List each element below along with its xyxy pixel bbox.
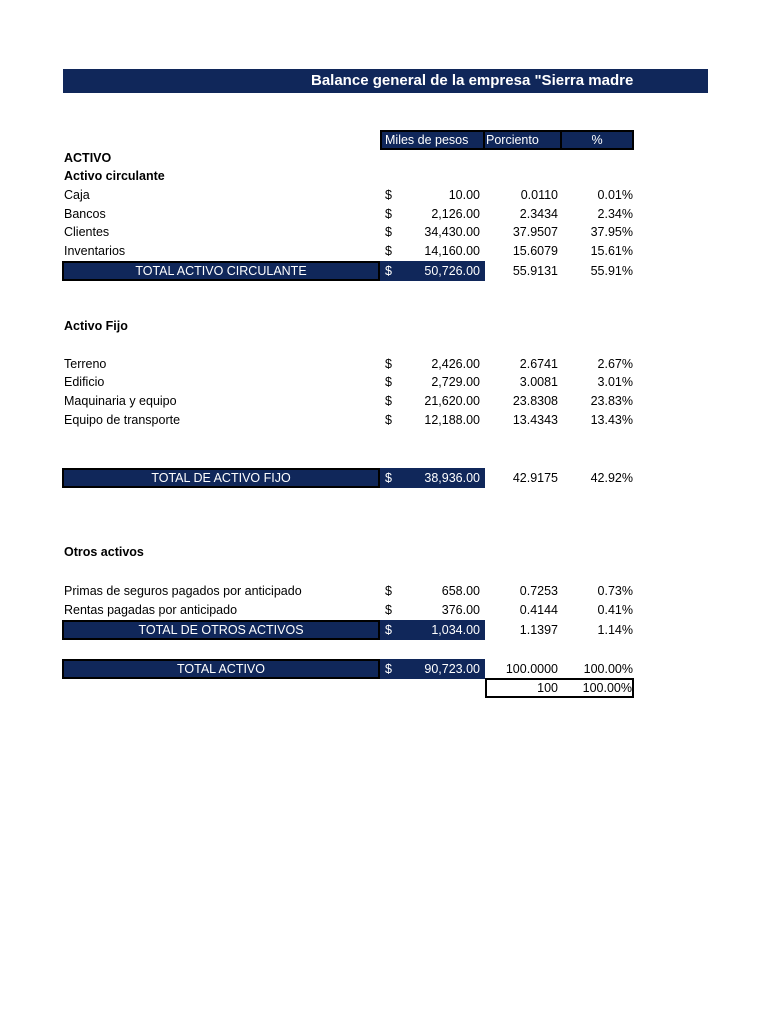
row-amount: 21,620.00 [424,394,480,408]
row-label: Caja [64,188,90,202]
row-label: Terreno [64,357,107,371]
section-otros-activos: Otros activos [64,545,144,559]
currency-symbol: $ [385,188,392,202]
row-pct: 3.01% [597,375,633,389]
header-porciento [485,130,560,150]
currency-symbol: $ [385,584,392,598]
currency-symbol: $ [385,375,392,389]
row-porciento: 37.9507 [512,225,558,239]
header-pct [560,130,634,150]
currency-symbol: $ [385,244,392,258]
currency-symbol: $ [385,357,392,371]
currency-symbol: $ [385,413,392,427]
currency-symbol: $ [385,623,392,637]
currency-symbol: $ [385,662,392,676]
total-activo-label: TOTAL ACTIVO [62,659,380,679]
check-porciento: 100 [537,681,558,695]
row-label: Edificio [64,375,105,389]
total-amount-value: 90,723.00 [424,662,480,676]
total-circulante-porciento: 55.9131 [512,264,558,278]
row-pct: 0.01% [597,188,633,202]
table-row [0,355,768,374]
currency-symbol: $ [385,603,392,617]
row-porciento: 2.3434 [519,207,558,221]
section-activo-fijo: Activo Fijo [64,319,128,333]
total-amount-value: 38,936.00 [424,471,480,485]
total-activo-circulante-amount [380,261,485,281]
total-otros-porciento: 1.1397 [519,623,558,637]
table-row [0,373,768,392]
table-row [0,582,768,601]
row-label: Primas de seguros pagados por anticipado [64,584,302,598]
header-pct-label: % [591,133,603,147]
row-pct: 15.61% [590,244,633,258]
total-fijo-porciento: 42.9175 [512,471,558,485]
total-circulante-pct: 55.91% [590,264,633,278]
row-porciento: 3.0081 [519,375,558,389]
total-amount-value: 50,726.00 [424,264,480,278]
row-pct: 0.41% [597,603,633,617]
table-row [0,411,768,430]
currency-symbol: $ [385,394,392,408]
currency-symbol: $ [385,471,392,485]
row-amount: 34,430.00 [424,225,480,239]
table-row [0,223,768,242]
row-pct: 0.73% [597,584,633,598]
row-amount: 658.00 [441,584,480,598]
row-label: Equipo de transporte [64,413,181,427]
row-amount: 10.00 [448,188,480,202]
check-pct: 100.00% [582,681,632,695]
total-activo-fijo-label: TOTAL DE ACTIVO FIJO [62,468,380,488]
table-row [0,392,768,411]
row-amount: 376.00 [441,603,480,617]
row-label: Maquinaria y equipo [64,394,177,408]
header-porciento-label: Porciento [486,133,539,147]
header-amount [380,130,485,150]
row-amount: 14,160.00 [424,244,480,258]
row-porciento: 13.4343 [512,413,558,427]
total-otros-pct: 1.14% [597,623,633,637]
row-pct: 23.83% [590,394,633,408]
total-otros-activos-label: TOTAL DE OTROS ACTIVOS [62,620,380,640]
total-activo-circulante-label: TOTAL ACTIVO CIRCULANTE [62,261,380,281]
row-porciento: 23.8308 [512,394,558,408]
row-porciento: 0.7253 [519,584,558,598]
total-fijo-pct: 42.92% [590,471,633,485]
row-amount: 2,426.00 [431,357,480,371]
row-amount: 2,729.00 [431,375,480,389]
row-label: Rentas pagadas por anticipado [64,603,238,617]
total-activo-fijo-amount [380,468,485,488]
row-pct: 2.34% [597,207,633,221]
table-row [0,242,768,261]
row-amount: 2,126.00 [431,207,480,221]
sheet-title: Balance general de la empresa "Sierra madre [311,72,634,89]
header-amount-label: Miles de pesos [385,133,469,147]
table-row [0,205,768,224]
title-bar [63,69,708,93]
total-otros-activos-amount [380,620,485,640]
table-row [0,601,768,620]
row-porciento: 15.6079 [512,244,558,258]
row-label: Inventarios [64,244,126,258]
row-label: Bancos [64,207,106,221]
row-pct: 2.67% [597,357,633,371]
row-pct: 13.43% [590,413,633,427]
row-porciento: 2.6741 [519,357,558,371]
row-porciento: 0.0110 [520,188,558,202]
total-activo-amount [380,659,485,679]
row-amount: 12,188.00 [424,413,480,427]
currency-symbol: $ [385,207,392,221]
total-activo-pct: 100.00% [583,662,633,676]
total-amount-value: 1,034.00 [431,623,480,637]
row-pct: 37.95% [590,225,633,239]
row-porciento: 0.4144 [519,603,558,617]
section-activo: ACTIVO [64,151,112,165]
total-activo-porciento: 100.0000 [505,662,558,676]
row-label: Clientes [64,225,110,239]
currency-symbol: $ [385,225,392,239]
section-activo-circulante: Activo circulante [64,169,165,183]
table-row [0,186,768,205]
currency-symbol: $ [385,264,392,278]
